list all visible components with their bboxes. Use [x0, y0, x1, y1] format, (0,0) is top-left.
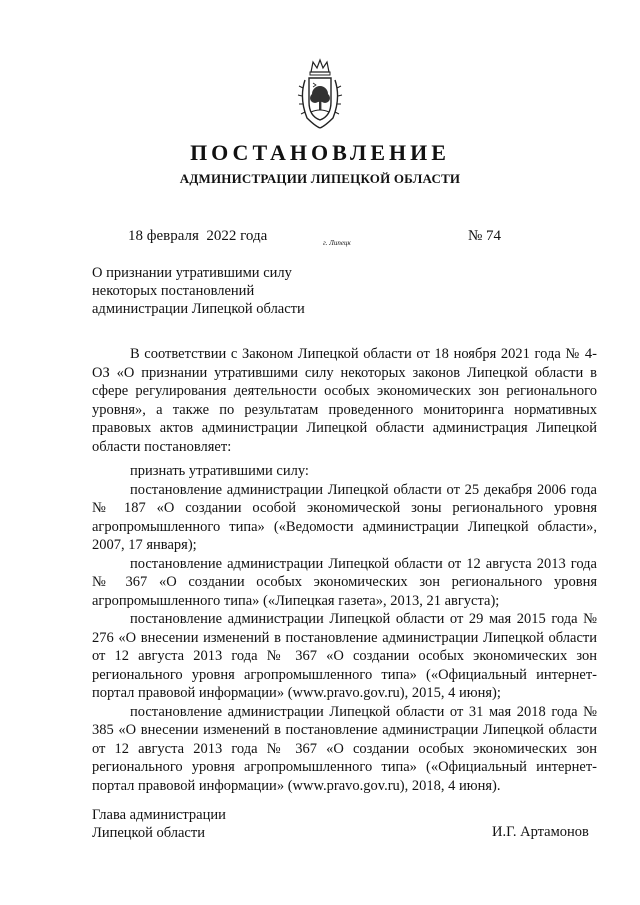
- document-city: г. Липецк: [323, 239, 351, 247]
- document-number: № 74: [468, 228, 502, 244]
- list-item: постановление администрации Липецкой области от 31 мая 2018 года № 385 «О внесении изменений в постановление администрации Липецкой области от 12 августа 2013 года № 367 «О создании особых экономических зон регионального уровня агропромышленного типа» («Официальный интернет-портал правовой информации» (www.pravo.gov.ru), 2018, 4 июня).: [92, 703, 597, 794]
- subject-line: О признании утратившими силу: [92, 265, 292, 281]
- list-item: постановление администрации Липецкой области от 29 мая 2015 года № 276 «О внесении изменений в постановление администрации Липецкой области от 12 августа 2013 года № 367 «О создании особых экономических зон регионального уровня агропромышленного типа» («Официальный интернет-портал правовой информации» (www.pravo.gov.ru), 2015, 4 июня);: [92, 611, 597, 701]
- subject-line: некоторых постановлений: [92, 283, 255, 299]
- document-date: 18 февраля 2022 года: [128, 228, 268, 244]
- subject-line: администрации Липецкой области: [92, 301, 305, 317]
- coat-of-arms-icon: [297, 58, 343, 130]
- position-line: Липецкой области: [92, 825, 205, 841]
- resolve-paragraph: признать утратившими силу:: [130, 463, 309, 479]
- list-item: постановление администрации Липецкой области от 25 декабря 2006 года № 187 «О создании особой экономической зоны регионального уровня агропромышленного типа» («Ведомости администрации Липецкой области», 2007, 17 января);: [92, 481, 597, 553]
- document-subtitle: АДМИНИСТРАЦИИ ЛИПЕЦКОЙ ОБЛАСТИ: [179, 171, 461, 186]
- intro-paragraph: В соответствии с Законом Липецкой области от 18 ноября 2021 года № 4-ОЗ «О признании утратившими силу некоторых законов Липецкой области в сфере регулирования деятельности особых экономических зон регионального уровня», а также по результатам проведенного мониторинга нормативных правовых актов администрации Липецкой области администрация Липецкой области постановляет:: [92, 346, 597, 455]
- position-line: Глава администрации: [92, 807, 226, 823]
- signatory-position: [92, 806, 226, 842]
- signatory-name: И.Г. Артамонов: [492, 824, 589, 840]
- list-item: постановление администрации Липецкой области от 12 августа 2013 года № 367 «О создании особых экономических зон регионального уровня агропромышленного типа» («Липецкая газета», 2013, 21 августа);: [92, 555, 597, 609]
- document-title: ПОСТАНОВЛЕНИЕ: [190, 140, 450, 165]
- document-body: [92, 345, 597, 795]
- document-subject: [92, 264, 305, 318]
